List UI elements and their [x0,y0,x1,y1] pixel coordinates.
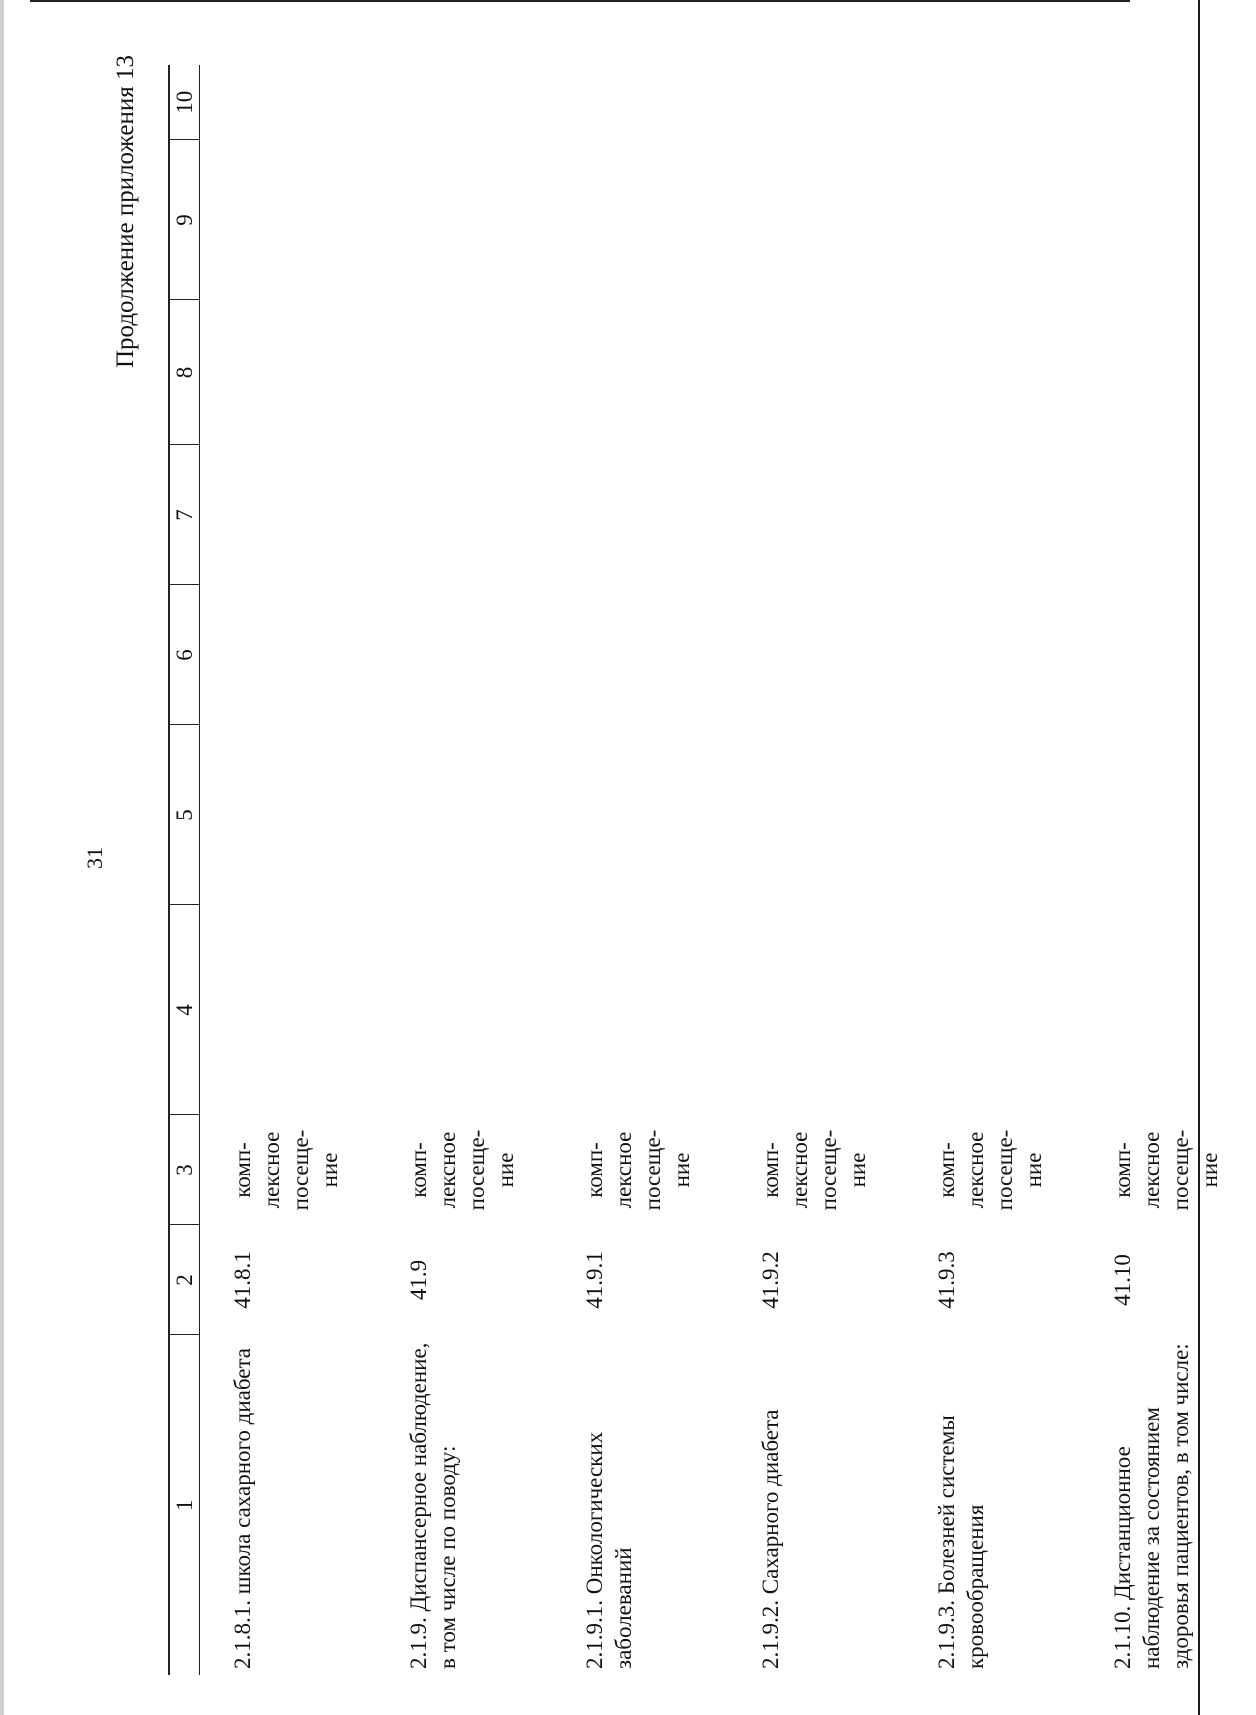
row-unit-cell [1080,1115,1256,1225]
row-empty-cell-col-8 [552,300,728,445]
table-row [728,65,904,1675]
row-empty-cell-col-5 [904,725,1080,905]
header-col-4: 4 [169,905,200,1115]
row-empty-cell-col-5 [200,725,377,905]
unit-line: лексное [435,1131,460,1209]
unit-line: посеще- [992,1129,1017,1211]
row-name-cell: 2.1.8.1. школа сахарного диабета [230,1348,255,1669]
unit-line: посеще- [816,1129,841,1211]
header-col-1: 1 [169,1335,200,1675]
row-empty-cell-col-6 [1080,585,1256,725]
row-empty-cell-col-10 [200,65,377,140]
row-name-cell: 2.1.9. Диспансерное наблюдение, в том числе по поводу: [406,1342,460,1669]
row-code-cell: 41.9.3 [934,1251,959,1309]
row-name-cell: 2.1.9.1. Онкологических заболеваний [582,1431,636,1669]
table-row [200,65,377,1675]
row-empty-cell-col-10 [904,65,1080,140]
unit-line: лексное [1139,1131,1164,1209]
row-unit-cell [728,1115,904,1225]
row-code-cell: 41.8.1 [230,1251,255,1309]
row-name-cell: 2.1.10. Дистанционное наблюдение за состоянием здоровья пациентов, в том числе: [1110,1343,1193,1669]
row-empty-cell-col-10 [376,65,552,140]
row-empty-cell-col-10 [552,65,728,140]
row-empty-cell-col-9 [200,140,377,300]
row-code-cell: 41.9.2 [758,1251,783,1309]
unit-line: посеще- [640,1129,665,1211]
row-empty-cell-col-10 [1080,65,1256,140]
unit-line: лексное [963,1131,988,1209]
unit-line: посеще- [288,1129,313,1211]
row-empty-cell-col-10 [728,65,904,140]
header-col-7: 7 [169,445,200,585]
row-code-cell: 41.9 [406,1259,431,1301]
unit-line: лексное [611,1131,636,1209]
row-empty-cell-col-7 [728,445,904,585]
unit-line: посеще- [464,1129,489,1211]
row-empty-cell-col-5 [376,725,552,905]
row-empty-cell-col-7 [1080,445,1256,585]
unit-line: ние [317,1152,342,1188]
row-empty-cell-col-6 [552,585,728,725]
row-empty-cell-col-9 [1080,140,1256,300]
header-col-5: 5 [169,725,200,905]
row-unit-cell [200,1115,377,1225]
data-table [168,65,1256,1675]
unit-line: комп- [934,1142,959,1198]
unit-line: ние [493,1152,518,1188]
header-col-9: 9 [169,140,200,300]
row-empty-cell-col-5 [728,725,904,905]
header-col-2: 2 [169,1225,200,1335]
header-col-10: 10 [169,65,200,140]
row-name-cell: 2.1.9.2. Сахарного диабета [758,1409,783,1669]
unit-line: посеще- [1168,1129,1193,1211]
row-empty-cell-col-7 [552,445,728,585]
table-row [376,65,552,1675]
row-code-cell: 41.9.1 [582,1251,607,1309]
row-empty-cell-col-8 [376,300,552,445]
unit-line: ние [1197,1152,1222,1188]
unit-line: комп- [230,1142,255,1198]
row-empty-cell-col-9 [728,140,904,300]
row-name-cell: 2.1.9.3. Болезней системы кровообращения [934,1415,988,1669]
row-code-cell: 41.10 [1110,1254,1135,1306]
unit-line: ние [1021,1152,1046,1188]
row-empty-cell-col-8 [904,300,1080,445]
row-empty-cell-col-4 [200,905,377,1115]
row-empty-cell-col-7 [200,445,377,585]
unit-line: ние [669,1152,694,1188]
row-empty-cell-col-9 [904,140,1080,300]
row-empty-cell-col-6 [376,585,552,725]
row-empty-cell-col-6 [904,585,1080,725]
row-unit-cell [904,1115,1080,1225]
appendix-caption: Продолжение приложения 13 [112,55,139,369]
unit-line: лексное [787,1131,812,1209]
table-row [1080,65,1256,1675]
row-empty-cell-col-9 [376,140,552,300]
header-col-6: 6 [169,585,200,725]
row-unit-cell [552,1115,728,1225]
row-empty-cell-col-7 [376,445,552,585]
row-empty-cell-col-6 [200,585,377,725]
row-unit-cell [376,1115,552,1225]
row-empty-cell-col-4 [376,905,552,1115]
page-number: 31 [82,847,107,869]
table-row [904,65,1080,1675]
unit-line: ние [845,1152,870,1188]
unit-line: комп- [406,1142,431,1198]
header-col-3: 3 [169,1115,200,1225]
row-empty-cell-col-4 [1080,905,1256,1115]
table-row [552,65,728,1675]
row-empty-cell-col-9 [552,140,728,300]
row-empty-cell-col-8 [200,300,377,445]
unit-line: лексное [259,1131,284,1209]
table-header-row [169,65,200,1675]
header-col-8: 8 [169,300,200,445]
row-empty-cell-col-5 [1080,725,1256,905]
row-empty-cell-col-4 [552,905,728,1115]
unit-line: комп- [1110,1142,1135,1198]
table-body [200,65,1256,1675]
row-empty-cell-col-8 [728,300,904,445]
unit-line: комп- [758,1142,783,1198]
row-empty-cell-col-4 [728,905,904,1115]
row-empty-cell-col-4 [904,905,1080,1115]
row-empty-cell-col-7 [904,445,1080,585]
row-empty-cell-col-5 [552,725,728,905]
row-empty-cell-col-6 [728,585,904,725]
unit-line: комп- [582,1142,607,1198]
row-empty-cell-col-8 [1080,300,1256,445]
